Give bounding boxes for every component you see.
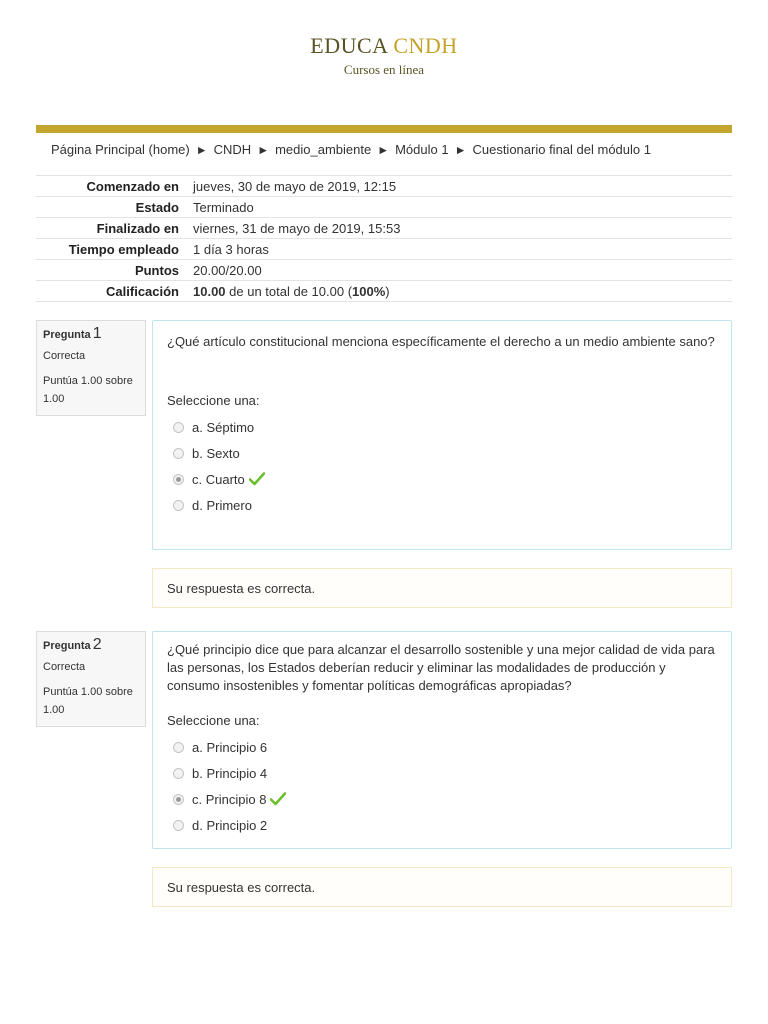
summary-label: Estado xyxy=(36,197,186,218)
radio-button[interactable] xyxy=(173,448,184,459)
breadcrumb-home[interactable]: Página Principal (home) xyxy=(51,142,190,157)
question-state: Correcta xyxy=(43,350,86,362)
summary-value xyxy=(186,281,732,302)
answer-option[interactable] xyxy=(167,760,717,786)
question-grade: Puntúa 1.00 sobre 1.00 xyxy=(43,375,133,405)
summary-row-points xyxy=(36,260,732,281)
radio-button[interactable] xyxy=(173,768,184,779)
breadcrumb-separator-icon: ► xyxy=(257,143,270,157)
breadcrumb-quiz[interactable]: Cuestionario final del módulo 1 xyxy=(472,142,651,157)
radio-button[interactable] xyxy=(173,500,184,511)
radio-button[interactable] xyxy=(173,422,184,433)
breadcrumb-separator-icon: ► xyxy=(454,143,467,157)
breadcrumb-module[interactable]: Módulo 1 xyxy=(395,142,449,157)
answer-label[interactable]: a. Séptimo xyxy=(192,419,255,435)
answer-prompt: Seleccione una: xyxy=(167,393,260,408)
radio-button[interactable] xyxy=(173,742,184,753)
summary-row-grade xyxy=(36,281,732,302)
answer-label[interactable]: d. Principio 2 xyxy=(192,817,268,833)
summary-row-finished xyxy=(36,218,732,239)
question-number xyxy=(43,636,139,654)
site-subtitle: Cursos en línea xyxy=(343,62,425,77)
answer-option[interactable] xyxy=(167,492,717,518)
answer-option[interactable] xyxy=(167,440,717,466)
breadcrumb-course[interactable]: medio_ambiente xyxy=(275,142,372,157)
question-grade: Puntúa 1.00 sobre 1.00 xyxy=(43,686,133,716)
summary-label: Calificación xyxy=(36,281,186,302)
summary-value: 20.00/20.00 xyxy=(186,260,732,281)
summary-label: Tiempo empleado xyxy=(36,239,186,260)
answer-feedback-1: Su respuesta es correcta. xyxy=(152,568,732,608)
grade-score: 10.00 xyxy=(193,283,226,299)
checkmark-icon xyxy=(249,472,265,486)
header-divider-bar xyxy=(36,125,732,133)
question-label: Pregunta xyxy=(43,640,91,652)
radio-button-checked[interactable] xyxy=(173,474,184,485)
breadcrumb-separator-icon: ► xyxy=(195,143,208,157)
answer-label[interactable]: b. Sexto xyxy=(192,445,240,461)
question-content-2 xyxy=(152,631,732,849)
site-title-word-1[interactable]: EDUCA xyxy=(310,33,388,58)
question-number xyxy=(43,325,139,343)
summary-value: Terminado xyxy=(186,197,732,218)
answer-prompt: Seleccione una: xyxy=(167,713,260,728)
breadcrumb-separator-icon: ► xyxy=(377,143,390,157)
checkmark-icon xyxy=(270,792,286,806)
question-info-2 xyxy=(36,631,146,727)
summary-label: Finalizado en xyxy=(36,218,186,239)
question-state: Correcta xyxy=(43,661,86,673)
grade-close: ) xyxy=(385,283,390,299)
question-label: Pregunta xyxy=(43,329,91,341)
question-text: ¿Qué principio dice que para alcanzar el desarrollo sostenible y una mejor calidad de vida para las personas, los Estados deberían reducir y eliminar las modalidades de producción y consumo insostenibles y fomentar políticas demográficas apropiadas? xyxy=(167,642,715,693)
site-header xyxy=(0,32,768,78)
answer-label[interactable]: c. Cuarto xyxy=(192,471,245,487)
question-number-value: 2 xyxy=(92,636,102,653)
answer-label[interactable]: c. Principio 8 xyxy=(192,791,267,807)
radio-button[interactable] xyxy=(173,820,184,831)
answer-label[interactable]: d. Primero xyxy=(192,497,252,513)
summary-label: Puntos xyxy=(36,260,186,281)
breadcrumb xyxy=(51,142,651,157)
answer-option[interactable] xyxy=(167,414,717,440)
answer-label[interactable]: a. Principio 6 xyxy=(192,739,268,755)
answer-label[interactable]: b. Principio 4 xyxy=(192,765,268,781)
grade-total: de un total de 10.00 ( xyxy=(225,283,353,299)
grade-percent: 100% xyxy=(352,283,386,299)
answer-option[interactable] xyxy=(167,734,717,760)
answer-option[interactable] xyxy=(167,812,717,838)
radio-button-checked[interactable] xyxy=(173,794,184,805)
summary-value: viernes, 31 de mayo de 2019, 15:53 xyxy=(186,218,732,239)
summary-row-time xyxy=(36,239,732,260)
attempt-summary-table xyxy=(36,175,732,302)
site-title-word-2[interactable]: CNDH xyxy=(393,33,458,58)
summary-value: 1 día 3 horas xyxy=(186,239,732,260)
question-content-1 xyxy=(152,320,732,550)
question-number-value: 1 xyxy=(92,325,102,342)
breadcrumb-cndh[interactable]: CNDH xyxy=(213,142,252,157)
answer-feedback-2: Su respuesta es correcta. xyxy=(152,867,732,907)
question-info-1 xyxy=(36,320,146,416)
answer-option-selected[interactable] xyxy=(167,786,717,812)
summary-row-state xyxy=(36,197,732,218)
summary-value: jueves, 30 de mayo de 2019, 12:15 xyxy=(186,176,732,197)
answer-option-selected[interactable] xyxy=(167,466,717,492)
summary-label: Comenzado en xyxy=(36,176,186,197)
site-title[interactable] xyxy=(0,32,768,60)
question-text: ¿Qué artículo constitucional menciona específicamente el derecho a un medio ambiente sano? xyxy=(167,334,715,349)
summary-row-started xyxy=(36,176,732,197)
